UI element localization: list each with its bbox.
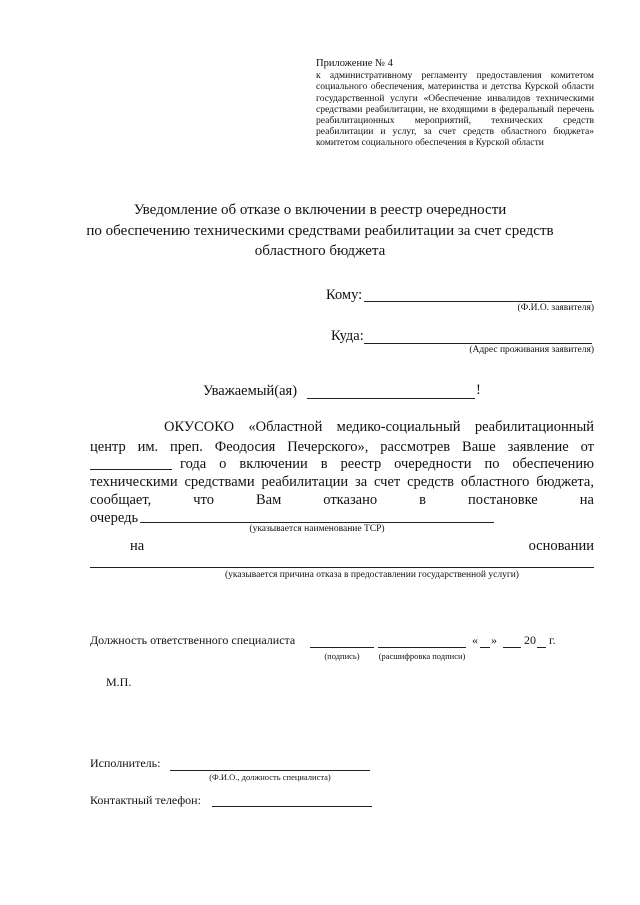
reason-line[interactable]	[90, 567, 594, 568]
date-year-prefix: 20	[524, 633, 536, 647]
date-close: »	[491, 633, 497, 647]
tsr-line[interactable]	[140, 522, 494, 523]
executor-hint: (Ф.И.О., должность специалиста)	[209, 772, 331, 782]
decode-hint: (расшифровка подписи)	[378, 651, 466, 661]
body-line-2: центр им. преп. Феодосия Печерского», рассмотрев Ваше заявление от	[90, 439, 594, 455]
body-line-4: техническими средствами реабилитации за счет средств областного бюджета,	[90, 474, 594, 490]
where-label: Куда:	[331, 328, 364, 344]
salutation-end: !	[476, 382, 481, 398]
body-line-1: ОКУСОКО «Областной медико-социальный реабилитационный	[164, 419, 594, 435]
date-month-line[interactable]	[503, 647, 521, 648]
heading-line-2: по обеспечению техническими средствами реабилитации за счет средств	[86, 222, 554, 239]
to-line[interactable]	[364, 301, 592, 302]
executor-label: Исполнитель:	[90, 756, 161, 770]
body-word: постановке	[468, 492, 538, 508]
appendix-block	[316, 58, 594, 149]
date-day-line[interactable]	[480, 647, 490, 648]
to-label: Кому:	[326, 287, 363, 303]
body-word: что	[193, 492, 214, 508]
signature-label: Должность ответственного специалиста	[90, 633, 296, 647]
date-year-suffix: г.	[549, 633, 556, 647]
phone-label: Контактный телефон:	[90, 793, 201, 807]
where-hint: (Адрес проживания заявителя)	[469, 345, 594, 355]
sign-hint: (подпись)	[324, 651, 360, 661]
phone-line[interactable]	[212, 806, 372, 807]
body-line-3: года о включении в реестр очередности по обеспечению	[180, 456, 594, 472]
body-line-7-right: основании	[528, 538, 594, 554]
reason-hint: (указывается причина отказа в предоставлении государственной услуги)	[225, 570, 519, 580]
appendix-text: к административному регламенту предоставления комитетом социального обеспечения, материнства и детства Курской области государственной услуги «Обеспечение инвалидов техническими средствами реабилитации, не входящими в федеральный перечень реабилитационных мероприятий, технических средств реабилитации и услуг, за счет средств областного бюджета» комитетом социального обеспечения в Курской области	[316, 70, 594, 149]
date-open: «	[472, 633, 478, 647]
body-line-5	[90, 490, 594, 511]
body-word: в	[419, 492, 426, 508]
heading-line-3: областного бюджета	[254, 243, 386, 259]
tsr-hint: (указывается наименование ТСР)	[249, 524, 385, 534]
document-heading	[80, 200, 560, 262]
date-blank-line[interactable]	[90, 469, 172, 470]
body-word: сообщает,	[90, 492, 152, 508]
heading-line-1: Уведомление об отказе о включении в реестр очередности	[133, 202, 507, 218]
body-line-6: очередь	[90, 510, 139, 526]
where-line[interactable]	[364, 343, 592, 344]
salutation-line[interactable]	[307, 398, 475, 399]
executor-line[interactable]	[170, 770, 370, 771]
salutation-text: Уважаемый(ая)	[203, 383, 298, 399]
body-word: на	[579, 492, 594, 508]
body-word: Вам	[255, 492, 282, 508]
stamp-label: М.П.	[106, 675, 132, 689]
signature-decode-line[interactable]	[378, 647, 466, 648]
body-line-7-left: на	[130, 538, 145, 554]
signature-sign-line[interactable]	[310, 647, 374, 648]
date-year-line[interactable]	[537, 647, 546, 648]
to-hint: (Ф.И.О. заявителя)	[517, 303, 594, 313]
body-word: отказано	[323, 492, 378, 508]
appendix-title: Приложение № 4	[316, 58, 393, 69]
